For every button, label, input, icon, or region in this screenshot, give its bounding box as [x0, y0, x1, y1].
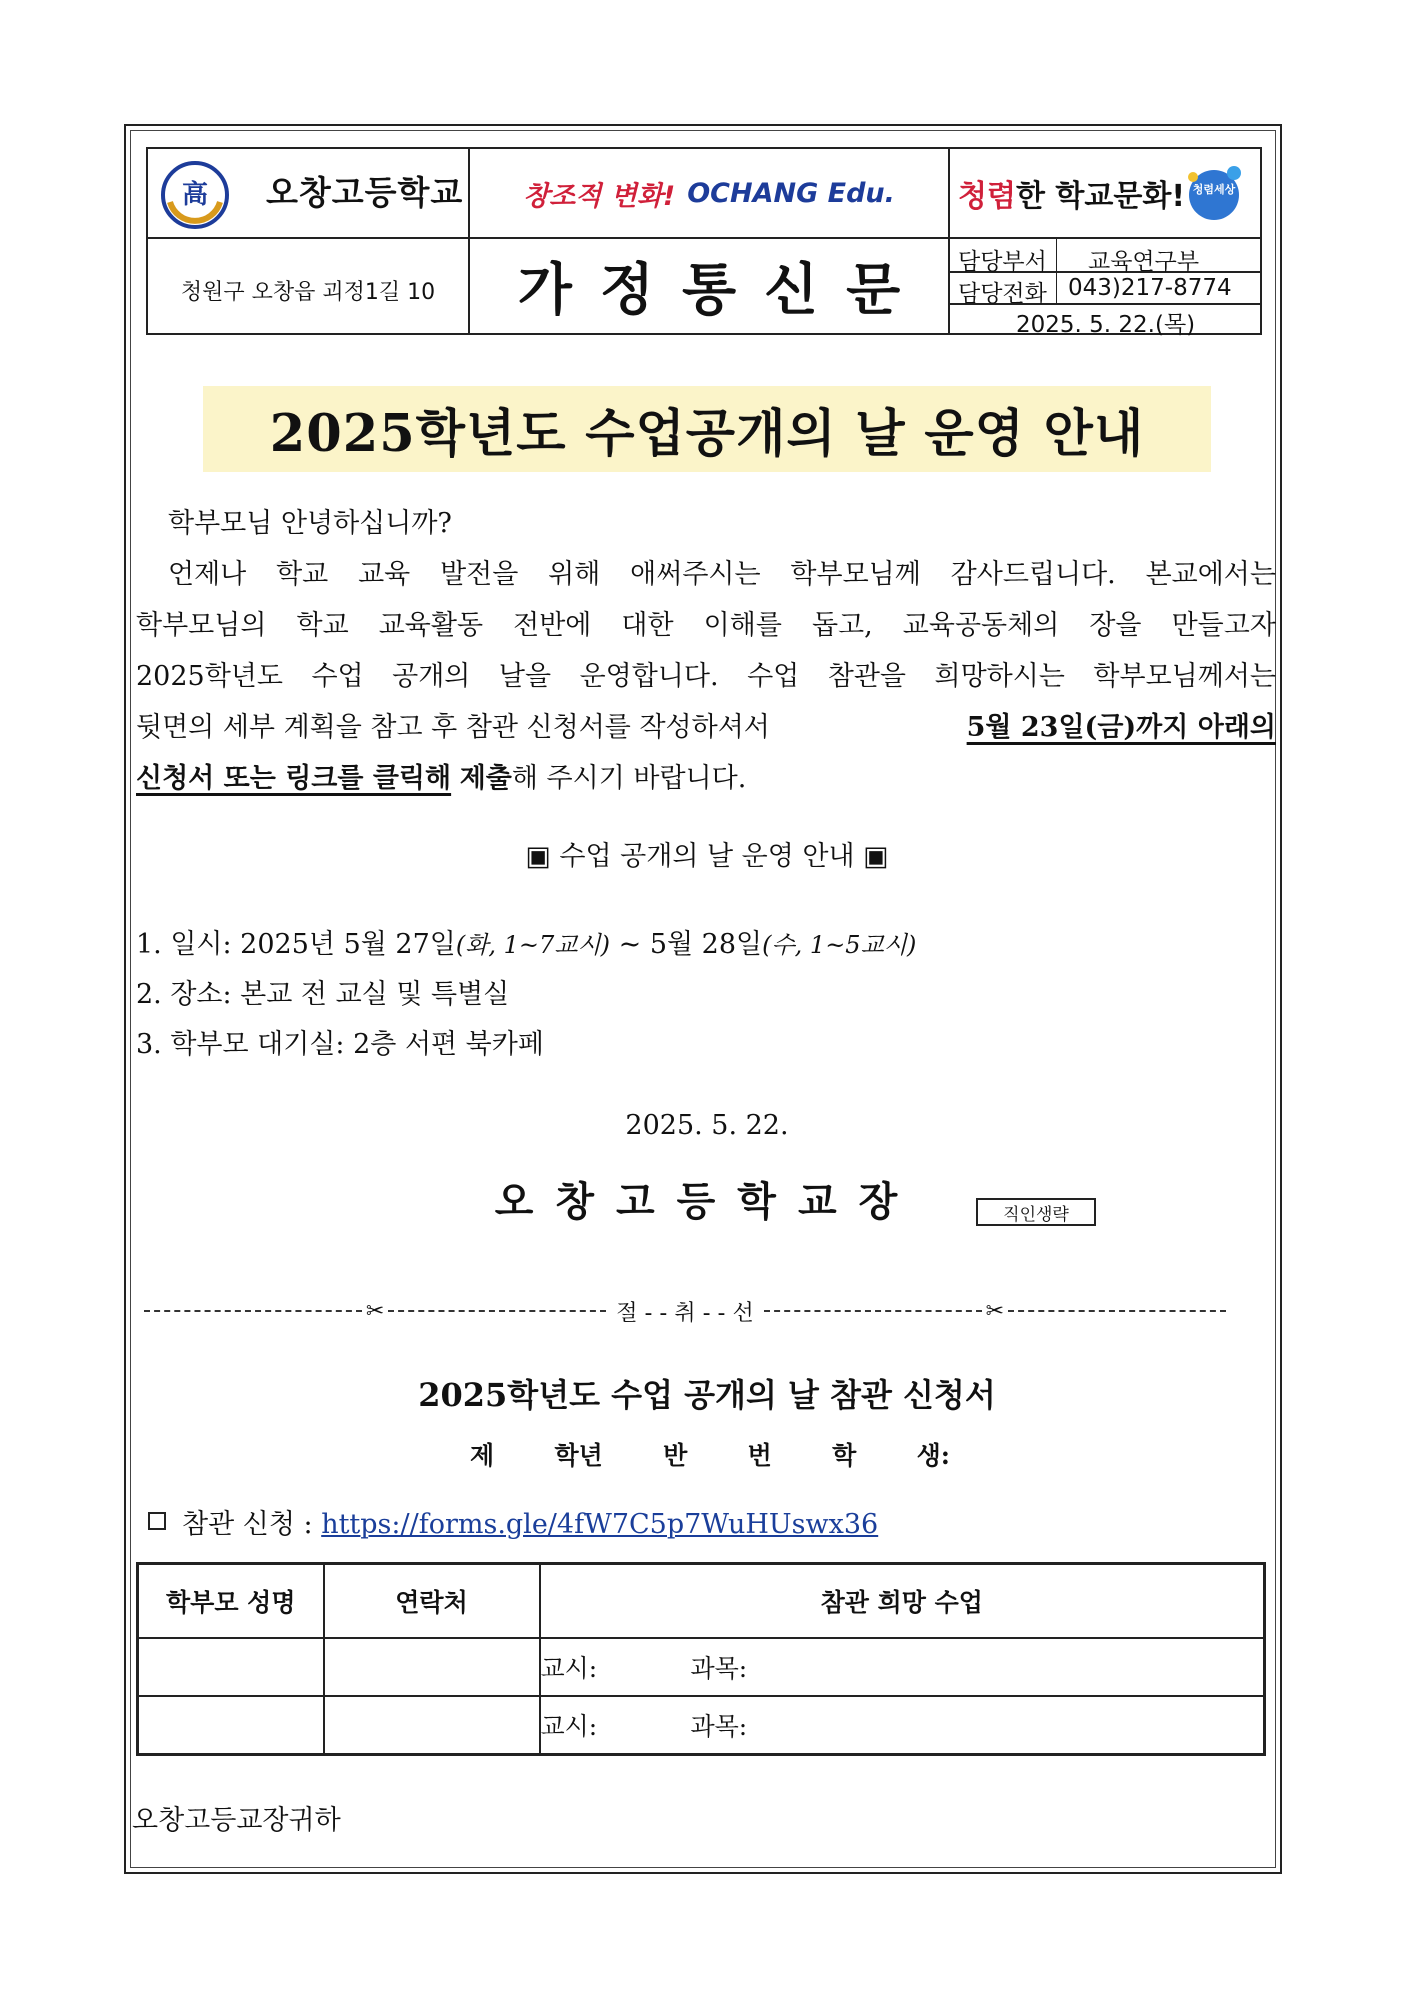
school-name: 오창고등학교 [266, 173, 464, 212]
body-line-4-plain: 뒷면의 세부 계획을 참고 후 참관 신청서를 작성하셔서 [136, 712, 770, 743]
badge-text: 청렴세상 [1192, 183, 1236, 196]
school-logo-icon [160, 160, 230, 230]
parent-name-cell[interactable] [138, 1638, 324, 1696]
desired-class-cell[interactable]: 교시: 과목: [540, 1638, 1265, 1696]
cut-line [140, 1296, 1230, 1326]
section-header: ▣ 수업 공개의 날 운영 안내 ▣ [525, 841, 889, 872]
principal-signature: 오창고등학교장 [494, 1179, 920, 1225]
body-line-1: 언제나 학교 교육 발전을 위해 애써주시는 학부모님께 감사드립니다. 본교에서는 [168, 559, 1276, 590]
body-line-4 [136, 702, 1276, 753]
table-row [138, 1696, 1265, 1755]
motto-rest: 한 학교문화! [1015, 179, 1185, 214]
slogan-left: 창조적 변화! [523, 180, 676, 212]
detail-waiting-room: 3. 학부모 대기실: 2층 서편 북카페 [136, 1029, 544, 1060]
issue-date: 2025. 5. 22.(목) [1016, 312, 1196, 338]
dept-value: 교육연구부 [1088, 249, 1200, 275]
header-desired-class: 참관 희망 수업 [540, 1564, 1265, 1639]
sign-date: 2025. 5. 22. [625, 1110, 789, 1141]
form-title: 2025학년도 수업 공개의 날 참관 신청서 [418, 1376, 996, 1414]
student-info-line: 제 학년 반 번 학 생: [470, 1441, 950, 1470]
newsletter-header [146, 147, 1262, 338]
parent-name-cell[interactable] [138, 1696, 324, 1755]
integrity-badge-icon [1184, 163, 1244, 223]
phone-value: 043)217-8774 [1068, 275, 1232, 301]
scissors-icon: ✂ [985, 1298, 1005, 1324]
desired-class-cell[interactable]: 교시: 과목: [540, 1696, 1265, 1755]
contact-cell[interactable] [324, 1696, 540, 1755]
motto-highlight: 청렴 [958, 179, 1016, 214]
newsletter-title: 가정통신문 [517, 258, 929, 323]
body-line-3: 2025학년도 수업 공개의 날을 운영합니다. 수업 참관을 희망하시는 학부모님께서는 [136, 661, 1276, 692]
deadline-emphasis: 5월 23일(금)까지 아래의 [966, 712, 1276, 743]
scissors-icon: ✂ [365, 1298, 385, 1324]
apply-line [148, 1502, 878, 1541]
slogan-right: OCHANG Edu. [687, 177, 895, 209]
greeting: 학부모님 안녕하십니까? [168, 508, 452, 539]
submit-word: 제출 [459, 763, 512, 794]
apply-link[interactable]: https://forms.gle/4fW7C5p7WuHUswx36 [321, 1509, 879, 1540]
contact-cell[interactable] [324, 1638, 540, 1696]
submit-emphasis: 신청서 또는 링크를 클릭해 [136, 763, 452, 794]
cut-line-label: 절 - - 취 - - 선 [616, 1300, 754, 1326]
body-line-5-rest: 해 주시기 바랍니다. [511, 763, 747, 794]
header-contact: 연락처 [324, 1564, 540, 1639]
table-header-row [138, 1564, 1265, 1639]
detail-location: 2. 장소: 본교 전 교실 및 특별실 [136, 979, 510, 1010]
body-line-2: 학부모님의 학교 교육활동 전반에 대한 이해를 돕고, 교육공동체의 장을 만들고자 [136, 610, 1276, 641]
body-line-5 [136, 753, 1276, 804]
page-title: 2025학년도 수업공개의 날 운영 안내 [269, 404, 1145, 464]
logo-char: 高 [181, 180, 209, 210]
table-row [138, 1638, 1265, 1696]
dept-label: 담당부서 [958, 249, 1047, 275]
addressee: 오창고등교장귀하 [132, 1805, 341, 1836]
slogan [470, 149, 948, 237]
application-table [136, 1562, 1266, 1756]
apply-label: 참관 신청 : [182, 1509, 313, 1540]
checkbox-icon [148, 1512, 166, 1530]
seal-omitted-note: 직인생략 [976, 1198, 1096, 1226]
detail-schedule: 1. 일시: 2025년 5월 27일(화, 1~7교시) ~ 5월 28일(수, 1~5교시) [136, 929, 917, 960]
header-parent-name: 학부모 성명 [138, 1564, 324, 1639]
phone-label: 담당전화 [958, 281, 1047, 307]
school-address: 청원구 오창읍 괴정1길 10 [180, 279, 436, 305]
